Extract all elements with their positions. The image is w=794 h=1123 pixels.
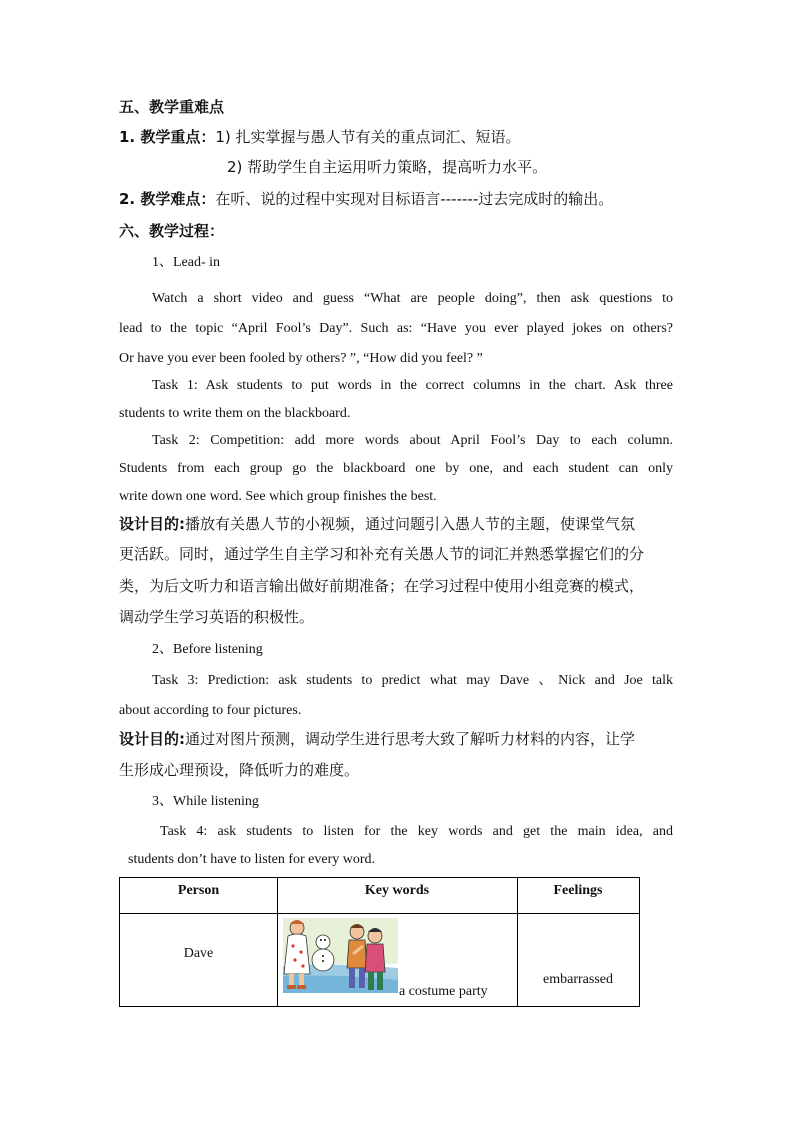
key-words-table xyxy=(119,877,640,1007)
task-4-line-2: students don’t have to listen for every word. xyxy=(128,852,376,867)
task-1-line-1: Task 1: Ask students to put words in the correct columns in the chart. Ask three xyxy=(152,378,673,393)
costume-party-illustration xyxy=(283,918,398,993)
costume-party-picture xyxy=(283,918,398,993)
table-header-divider xyxy=(120,913,639,914)
table-cell-feeling: embarrassed xyxy=(543,972,613,987)
key-point-item-2: 2) 帮助学生自主运用听力策略，提高听力水平。 xyxy=(227,158,548,176)
lead-in-paragraph-line-3: Or have you ever been fooled by others? ”, “How did you feel? ” xyxy=(119,351,483,366)
section-heading-5: 五、教学重难点 xyxy=(119,98,225,116)
section-heading-6: 六、教学过程： xyxy=(119,222,225,240)
difficult-point-text: 在听、说的过程中实现对目标语言-------过去完成时的输出。 xyxy=(215,190,614,208)
table-header-keywords: Key words xyxy=(364,883,430,898)
design-purpose-1-line-4: 调动学生学习英语的积极性。 xyxy=(119,608,315,626)
design-purpose-text: 播放有关愚人节的小视频，通过问题引入愚人节的主题，使课堂气氛 xyxy=(185,515,636,533)
table-header-feelings: Feelings xyxy=(553,883,603,898)
task-2-line-2: Students from each group go the blackboard one by one, and each student can only xyxy=(119,461,673,476)
key-point-label: 1. 教学重点： xyxy=(119,128,216,146)
lead-in-paragraph-line-1: Watch a short video and guess “What are people doing”, then ask questions to xyxy=(152,291,673,306)
task-3-line-2: about according to four pictures. xyxy=(119,703,302,718)
step-2-title: 2、Before listening xyxy=(152,642,263,657)
table-header-person: Person xyxy=(177,883,220,898)
design-purpose-2-line-1 xyxy=(119,732,635,747)
task-4-line-1: Task 4: ask students to listen for the key words and get the main idea, and xyxy=(160,824,673,839)
step-1-title: 1、Lead- in xyxy=(152,255,221,270)
design-purpose-label: 设计目的: xyxy=(119,730,185,748)
step-3-title: 3、While listening xyxy=(152,794,259,809)
difficult-point-line xyxy=(119,192,613,207)
design-purpose-text: 通过对图片预测，调动学生进行思考大致了解听力材料的内容，让学 xyxy=(185,730,636,748)
table-cell-person: Dave xyxy=(183,946,214,961)
design-purpose-1-line-1 xyxy=(119,517,635,532)
design-purpose-label: 设计目的: xyxy=(119,515,185,533)
task-2-line-1: Task 2: Competition: add more words about April Fool’s Day to each column. xyxy=(152,433,673,448)
difficult-point-label: 2. 教学难点： xyxy=(119,190,216,208)
design-purpose-1-line-2: 更活跃。同时，通过学生自主学习和补充有关愚人节的词汇并熟悉掌握它们的分 xyxy=(119,545,645,563)
key-point-line-1 xyxy=(119,130,521,145)
design-purpose-1-line-3: 类，为后文听力和语言输出做好前期准备；在学习过程中使用小组竞赛的模式， xyxy=(119,577,645,595)
lead-in-paragraph-line-2: lead to the topic “April Fool’s Day”. Such as: “Have you ever played jokes on others? xyxy=(119,321,673,336)
task-1-line-2: students to write them on the blackboard. xyxy=(119,406,351,421)
task-2-line-3: write down one word. See which group finishes the best. xyxy=(119,489,437,504)
table-cell-keywords: a costume party xyxy=(399,984,488,999)
design-purpose-2-line-2: 生形成心理预设，降低听力的难度。 xyxy=(119,761,360,779)
task-3-line-1: Task 3: Prediction: ask students to predict what may Dave 、Nick and Joe talk xyxy=(152,673,673,688)
key-point-item-1: 1) 扎实掌握与愚人节有关的重点词汇、短语。 xyxy=(215,128,521,146)
